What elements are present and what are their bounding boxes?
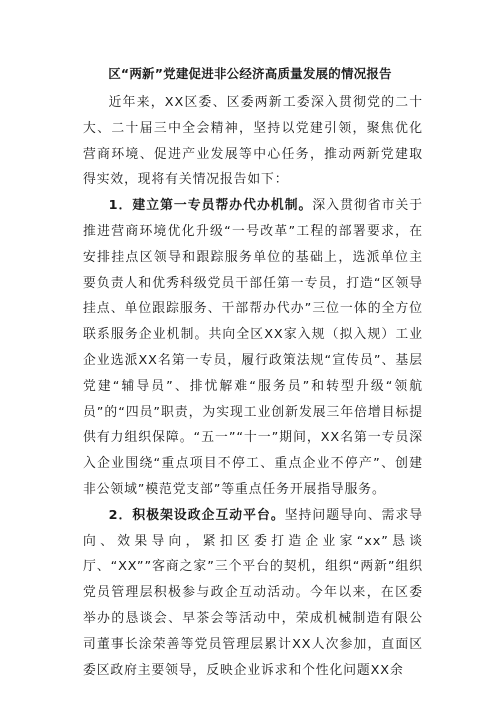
section-text-1: 深入贯彻省市关于推进营商环境优化升级“一号改革”工程的部署要求，在安排挂点区领导和跟踪服务单位的基础上，选派单位主要负责人和优秀科级党员干部任第一专员，打造“区领导挂点、单位跟踪服务、干部帮办代办”三位一体的全方位联系服务企业机制。共向全区XX家入规（拟入规）工业企业选派XX名第一专员，履行政策法规“宣传员”、基层党建“辅导员”、排忧解难“服务员”和转型升级“领航员”的“四员”职责，为实现工业创新发展三年倍增目标提供有力组织保障。“五一”“十一”期间，XX名第一专员深入企业围绕“重点项目不停工、重点企业不停产”、创建非公领域”模范党支部”等重点任务开展指导服务。 [83, 198, 424, 497]
section-heading-1: 1．建立第一专员帮办代办机制。 [108, 198, 313, 214]
document-title: 区“两新”党建促进非公经济高质量发展的情况报告 [108, 66, 392, 81]
intro-paragraph: 近年来，XX区委、区委两新工委深入贯彻党的二十大、二十届三中全会精神，坚持以党建引领，聚焦优化营商环境、促进产业发展等中心任务，推动两新党建取得实效，现将有关情况报告如下： [83, 95, 423, 188]
section-text-2: 坚持问题导向、需求导向、效果导向，紧扣区委打造企业家“xx”恳谈厅、“XX””客商之家”三个平台的契机，组织“两新”组织党员管理层积极参与政企互动活动。今年以来，在区委举办的恳谈会、早茶会等活动中，荣成机械制造有限公司董事长涂荣善等党员管理层累计XX人次参加，直面区委区政府主要领导，反映企业诉求和个性化问题XX余 [83, 507, 424, 678]
section-heading-2: 2．积极架设政企互动平台。 [108, 507, 285, 523]
section-paragraph-1 [83, 193, 423, 503]
document-body [83, 90, 423, 683]
section-paragraph-2 [83, 503, 423, 684]
